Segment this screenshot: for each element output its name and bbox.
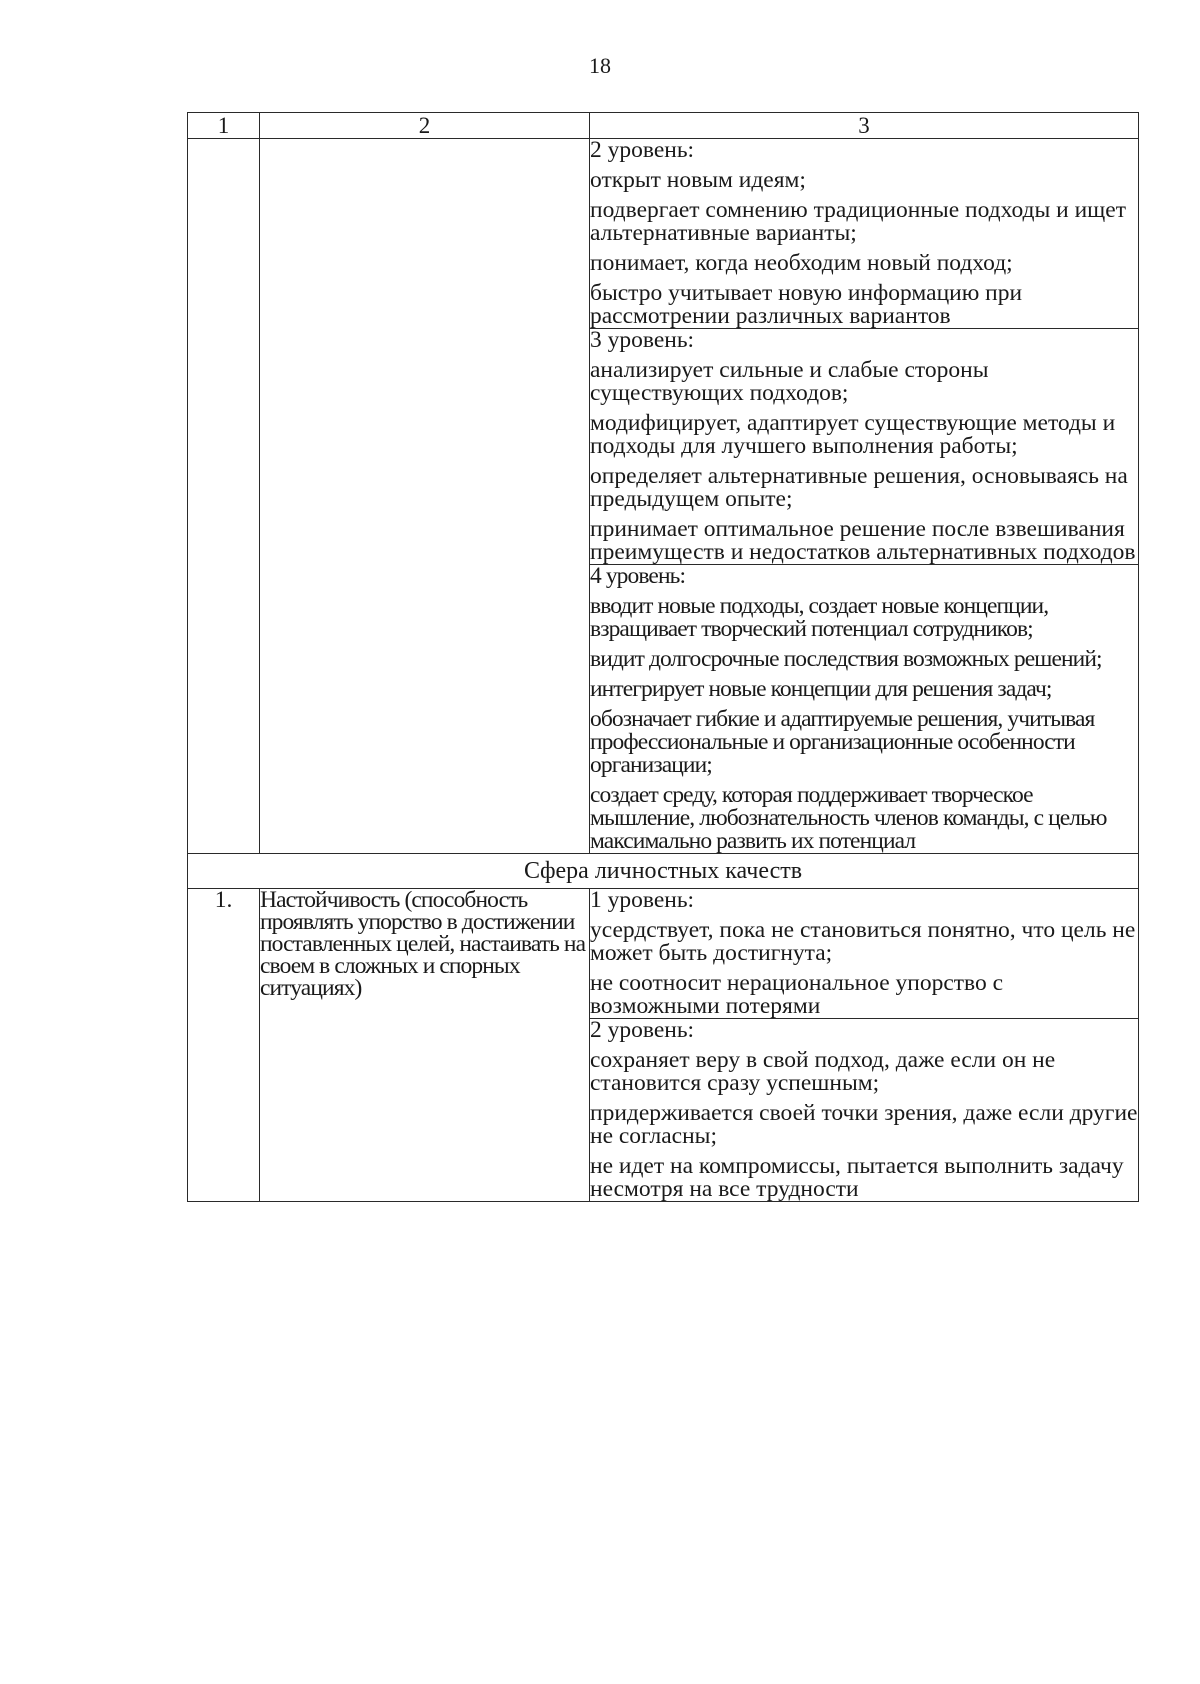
- competency-table: [187, 112, 1139, 1202]
- table-header-row: [188, 113, 1139, 139]
- column-header: 1: [188, 113, 260, 139]
- column-header: 3: [590, 113, 1139, 139]
- level-title: 1 уровень:: [590, 887, 695, 913]
- level-item: понимает, когда необходим новый подход;: [590, 250, 1013, 276]
- level-item: усердствует, пока не становиться понятно, что цель не может быть достигнута;: [590, 917, 1136, 966]
- level-item: видит долгосрочные последствия возможных решений;: [590, 646, 1102, 672]
- level-item: не соотносит нерациональное упорство с возможными потерями: [590, 970, 1004, 1019]
- page-number: 18: [589, 53, 611, 78]
- level-item: сохраняет веру в свой подход, даже если он не становится сразу успешным;: [590, 1047, 1056, 1096]
- level-item: подвергает сомнению традиционные подходы и ищет альтернативные варианты;: [590, 197, 1126, 246]
- number-cell: [188, 139, 260, 854]
- level-item: создает среду, которая поддерживает творческое мышление, любознательность членов команды, с целью максимально развить их потенциал: [590, 782, 1107, 854]
- competency-name-cell: Настойчивость (способность проявлять упорство в достижении поставленных целей, настаивать на своем в сложных и спорных ситуациях): [260, 889, 590, 1202]
- level-title: 2 уровень:: [590, 1017, 695, 1043]
- level-cell: [590, 139, 1139, 329]
- level-item: модифицирует, адаптирует существующие методы и подходы для лучшего выполнения работы;: [590, 410, 1116, 459]
- level-item: придерживается своей точки зрения, даже если другие не согласны;: [590, 1100, 1138, 1149]
- level-item: принимает оптимальное решение после взвешивания преимуществ и недостатков альтернативных подходов: [590, 516, 1136, 565]
- number-cell: 1.: [188, 889, 260, 1202]
- level-item: анализирует сильные и слабые стороны существующих подходов;: [590, 357, 989, 406]
- table-row: [188, 139, 1139, 329]
- level-item: интегрирует новые концепции для решения задач;: [590, 676, 1052, 702]
- level-cell: [590, 565, 1139, 854]
- competency-name-cell: [260, 139, 590, 854]
- level-cell: [590, 329, 1139, 565]
- level-item: вводит новые подходы, создает новые концепции, взращивает творческий потенциал сотрудников;: [590, 593, 1049, 642]
- table-row: [188, 889, 1139, 1019]
- level-cell: [590, 1019, 1139, 1202]
- level-item: определяет альтернативные решения, основываясь на предыдущем опыте;: [590, 463, 1128, 512]
- level-item: обозначает гибкие и адаптируемые решения, учитывая профессиональные и организационные особенности организации;: [590, 706, 1095, 778]
- level-cell: [590, 889, 1139, 1019]
- level-item: быстро учитывает новую информацию при рассмотрении различных вариантов: [590, 280, 1023, 329]
- section-row: [188, 854, 1139, 889]
- level-title: 4 уровень:: [590, 563, 686, 589]
- level-item: открыт новым идеям;: [590, 167, 806, 193]
- level-item: не идет на компромиссы, пытается выполнить задачу несмотря на все трудности: [590, 1153, 1124, 1202]
- column-header: 2: [260, 113, 590, 139]
- level-title: 2 уровень:: [590, 137, 695, 163]
- section-title: Сфера личностных качеств: [188, 854, 1139, 889]
- level-title: 3 уровень:: [590, 327, 695, 353]
